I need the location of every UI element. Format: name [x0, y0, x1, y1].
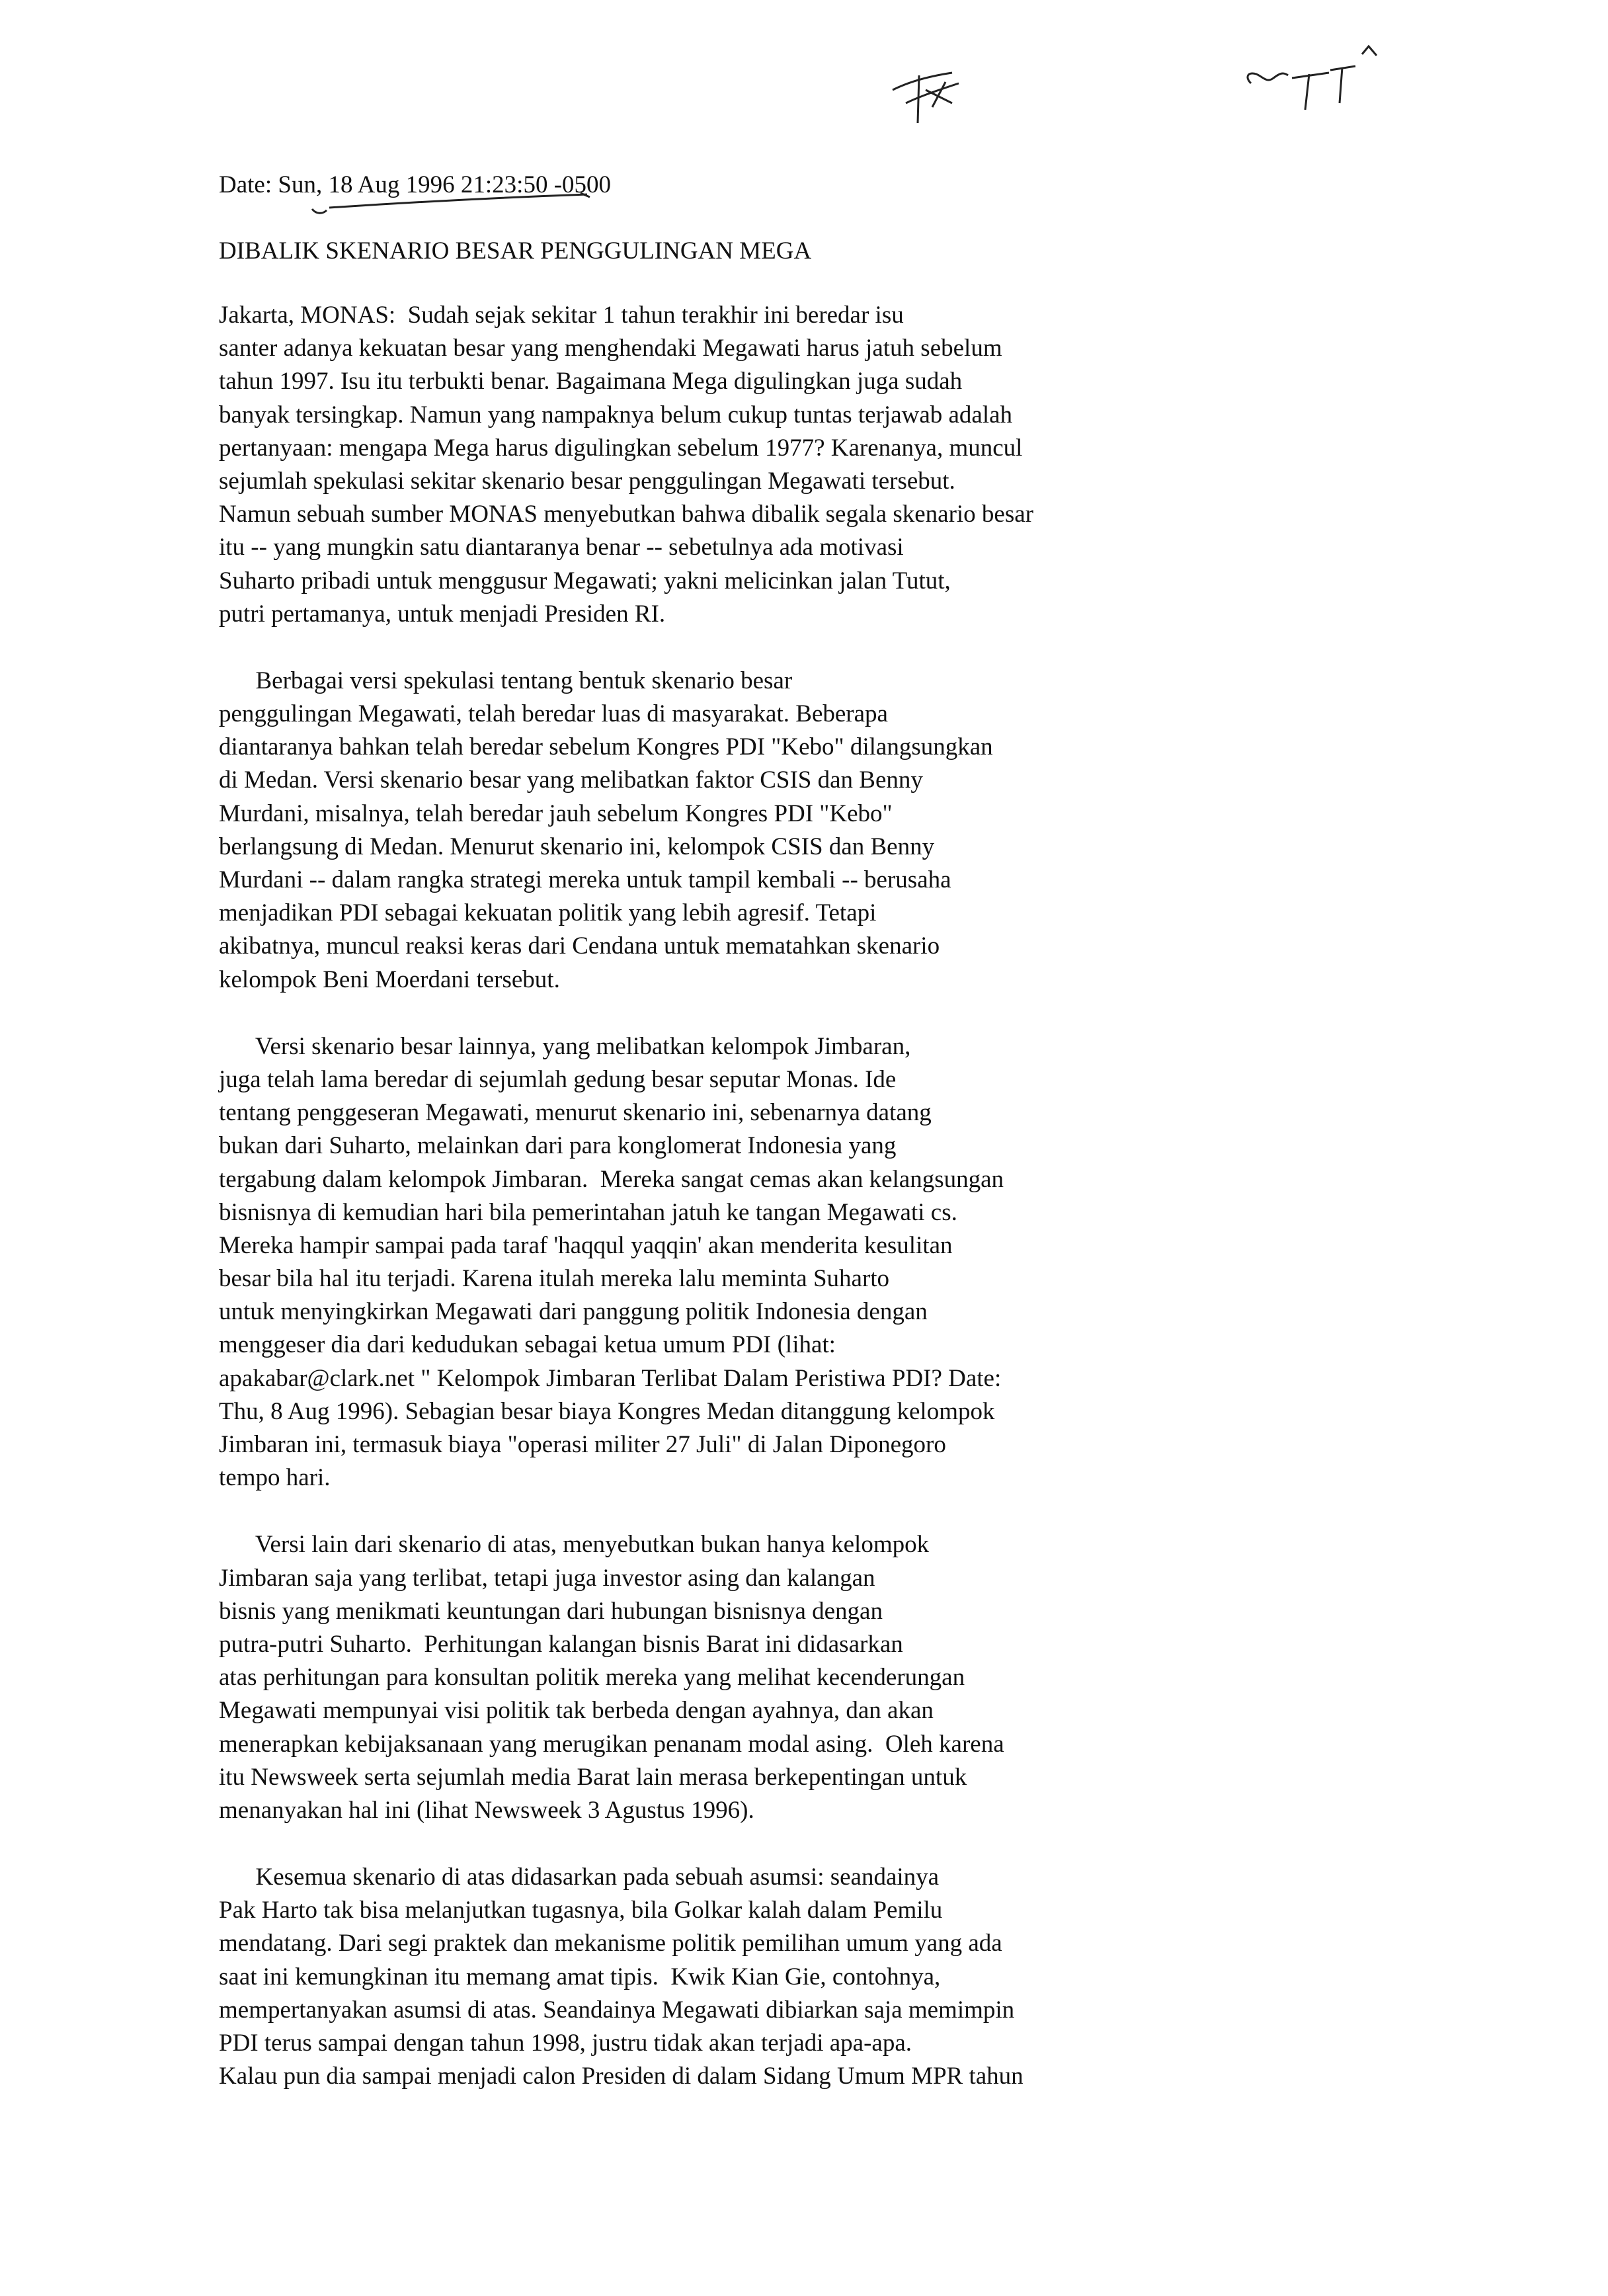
text-line: pertanyaan: mengapa Mega harus digulingkan sebelum 1977? Karenanya, muncul	[219, 434, 1023, 462]
text-line: Jimbaran ini, termasuk biaya "operasi militer 27 Juli" di Jalan Diponegoro	[219, 1431, 946, 1458]
text-line: Jimbaran saja yang terlibat, tetapi juga investor asing dan kalangan	[219, 1564, 875, 1592]
text-line: banyak tersingkap. Namun yang nampaknya belum cukup tuntas terjawab adalah	[219, 401, 1013, 429]
text-line: santer adanya kekuatan besar yang menghendaki Megawati harus jatuh sebelum	[219, 335, 1002, 362]
text-line: besar bila hal itu terjadi. Karena itulah mereka lalu meminta Suharto	[219, 1265, 890, 1293]
text-line: juga telah lama beredar di sejumlah gedung besar seputar Monas. Ide	[219, 1065, 897, 1093]
text-line: tahun 1997. Isu itu terbukti benar. Bagaimana Mega digulingkan juga sudah	[219, 368, 963, 395]
paragraph-5	[219, 1861, 1541, 2093]
text-line: Berbagai versi spekulasi tentang bentuk skenario besar	[219, 667, 793, 694]
text-line: saat ini kemungkinan itu memang amat tipis. Kwik Kian Gie, contohnya,	[219, 1963, 941, 1990]
document-title: DIBALIK SKENARIO BESAR PENGGULINGAN MEGA	[219, 237, 812, 265]
text-line: tergabung dalam kelompok Jimbaran. Mereka sangat cemas akan kelangsungan	[219, 1165, 1004, 1193]
text-line: bisnis yang menikmati keuntungan dari hubungan bisnisnya dengan	[219, 1597, 883, 1625]
text-line: Pak Harto tak bisa melanjutkan tugasnya, bila Golkar kalah dalam Pemilu	[219, 1897, 943, 1924]
text-line: putri pertamanya, untuk menjadi Presiden RI.	[219, 600, 666, 628]
text-line: mendatang. Dari segi praktek dan mekanisme politik pemilihan umum yang ada	[219, 1930, 1002, 1957]
text-line: Murdani -- dalam rangka strategi mereka untuk tampil kembali -- berusaha	[219, 866, 951, 893]
text-line: Versi lain dari skenario di atas, menyebutkan bukan hanya kelompok	[219, 1531, 930, 1559]
text-line: menerapkan kebijaksanaan yang merugikan penanam modal asing. Oleh karena	[219, 1730, 1004, 1758]
text-line: menanyakan hal ini (lihat Newsweek 3 Agustus 1996).	[219, 1796, 754, 1824]
email-date-line: Date: Sun, 18 Aug 1996 21:23:50 -0500	[219, 171, 612, 198]
text-line: Thu, 8 Aug 1996). Sebagian besar biaya Kongres Medan ditanggung kelompok	[219, 1397, 995, 1425]
text-line: di Medan. Versi skenario besar yang melibatkan faktor CSIS dan Benny	[219, 766, 923, 794]
text-line: berlangsung di Medan. Menurut skenario ini, kelompok CSIS dan Benny	[219, 833, 935, 860]
text-line: menggeser dia dari kedudukan sebagai ketua umum PDI (lihat:	[219, 1331, 836, 1359]
text-line: Murdani, misalnya, telah beredar jauh sebelum Kongres PDI "Kebo"	[219, 800, 893, 827]
text-line: akibatnya, muncul reaksi keras dari Cendana untuk mematahkan skenario	[219, 932, 940, 960]
text-line: mempertanyakan asumsi di atas. Seandainya Megawati dibiarkan saja memimpin	[219, 1996, 1015, 2024]
text-line: bisnisnya di kemudian hari bila pemerintahan jatuh ke tangan Megawati cs.	[219, 1198, 957, 1226]
text-line: Kalau pun dia sampai menjadi calon Presiden di dalam Sidang Umum MPR tahun	[219, 2063, 1024, 2090]
text-line: Kesemua skenario di atas didasarkan pada sebuah asumsi: seandainya	[219, 1864, 940, 1891]
paragraph-4	[219, 1528, 1541, 1827]
paragraph-3	[219, 1030, 1541, 1495]
text-line: untuk menyingkirkan Megawati dari panggung politik Indonesia dengan	[219, 1298, 928, 1326]
text-line: itu Newsweek serta sejumlah media Barat lain merasa berkepentingan untuk	[219, 1763, 967, 1791]
text-line: Mereka hampir sampai pada taraf 'haqqul yaqqin' akan menderita kesulitan	[219, 1231, 953, 1259]
text-line: menjadikan PDI sebagai kekuatan politik yang lebih agresif. Tetapi	[219, 899, 877, 927]
text-line: putra-putri Suharto. Perhitungan kalangan bisnis Barat ini didasarkan	[219, 1630, 903, 1658]
text-line: itu -- yang mungkin satu diantaranya benar -- sebetulnya ada motivasi	[219, 534, 904, 561]
article-body	[219, 299, 1541, 2127]
text-line: apakabar@clark.net " Kelompok Jimbaran Terlibat Dalam Peristiwa PDI? Date:	[219, 1364, 1002, 1392]
text-line: Namun sebuah sumber MONAS menyebutkan bahwa dibalik segala skenario besar	[219, 501, 1033, 528]
handwritten-scribble-icon	[1230, 37, 1395, 136]
text-line: tentang penggeseran Megawati, menurut skenario ini, sebenarnya datang	[219, 1099, 932, 1127]
text-line: penggulingan Megawati, telah beredar luas di masyarakat. Beberapa	[219, 700, 888, 728]
paragraph-2	[219, 665, 1541, 997]
text-line: atas perhitungan para konsultan politik mereka yang melihat kecenderungan	[219, 1664, 965, 1692]
text-line: sejumlah spekulasi sekitar skenario besar penggulingan Megawati tersebut.	[219, 467, 955, 495]
text-line: kelompok Beni Moerdani tersebut.	[219, 965, 560, 993]
text-line: bukan dari Suharto, melainkan dari para konglomerat Indonesia yang	[219, 1132, 897, 1160]
text-line: Suharto pribadi untuk menggusur Megawati; yakni melicinkan jalan Tutut,	[219, 567, 951, 594]
text-line: tempo hari.	[219, 1464, 331, 1492]
text-line: Megawati mempunyai visi politik tak berbeda dengan ayahnya, dan akan	[219, 1697, 934, 1725]
text-line: Versi skenario besar lainnya, yang melibatkan kelompok Jimbaran,	[219, 1032, 911, 1060]
paragraph-1	[219, 299, 1541, 631]
handwritten-scribble-icon	[879, 63, 979, 143]
text-line: PDI terus sampai dengan tahun 1998, justru tidak akan terjadi apa-apa.	[219, 2030, 912, 2057]
text-line: Jakarta, MONAS: Sudah sejak sekitar 1 tahun terakhir ini beredar isu	[219, 302, 904, 329]
text-line: diantaranya bahkan telah beredar sebelum Kongres PDI "Kebo" dilangsungkan	[219, 733, 993, 761]
